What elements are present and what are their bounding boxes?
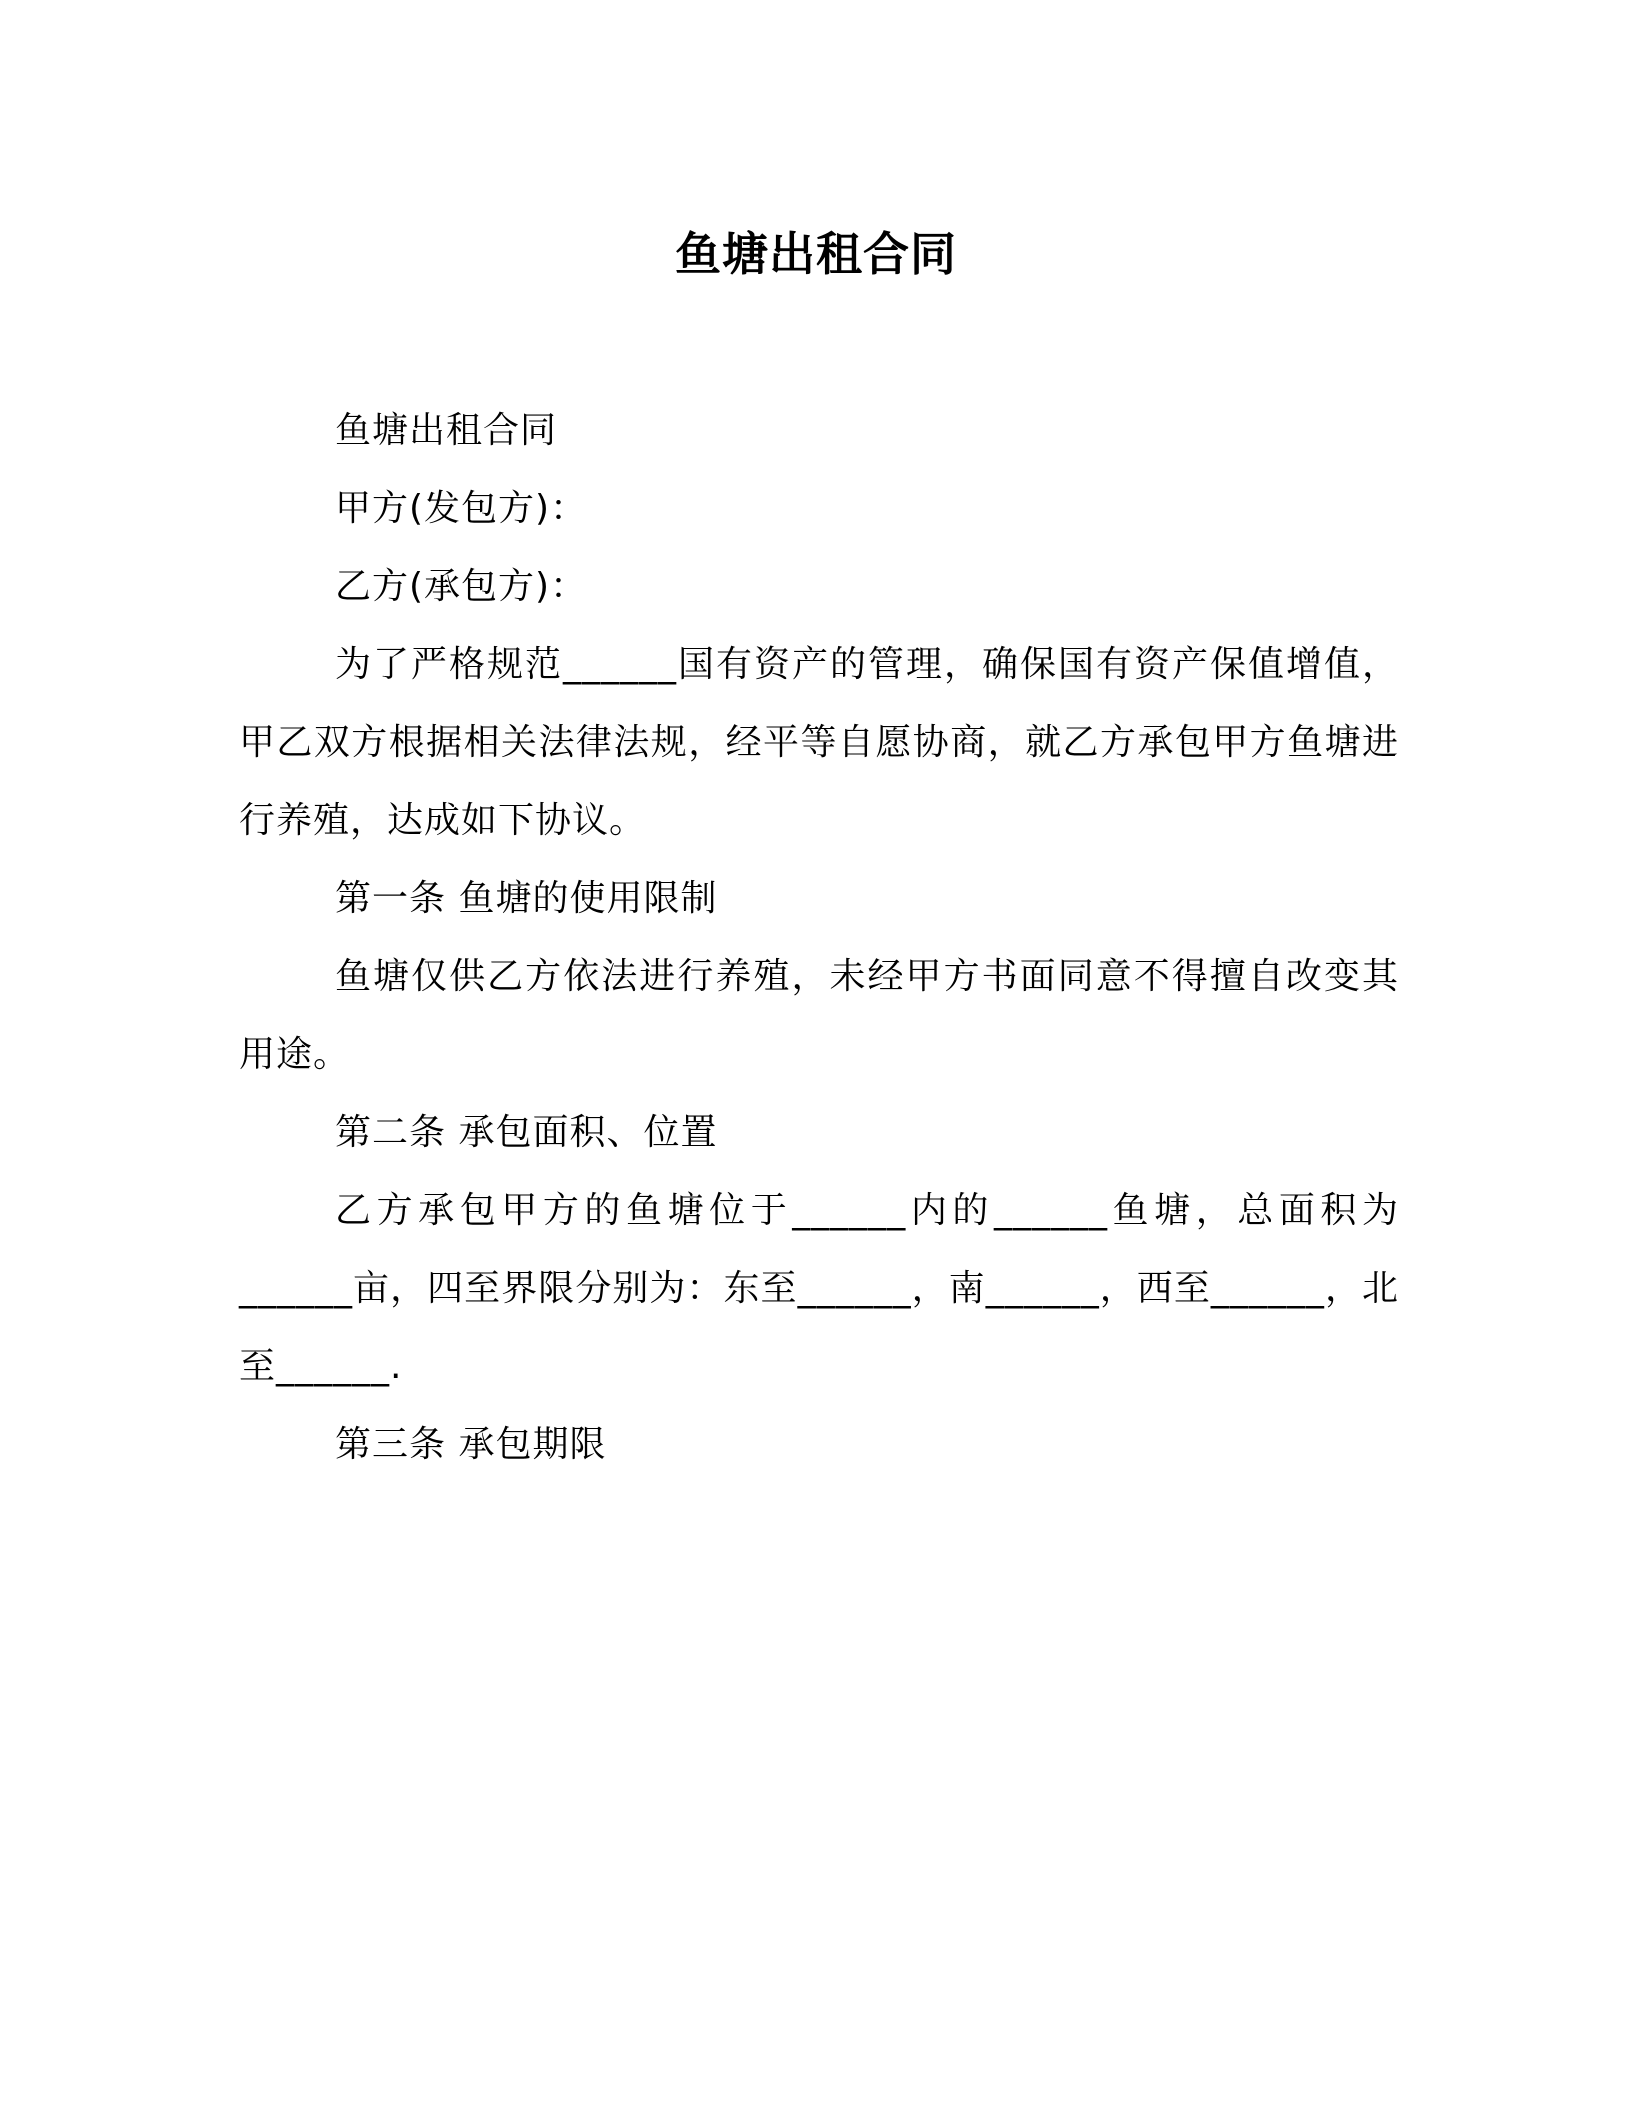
preamble-paragraph: 为了严格规范______国有资产的管理，确保国有资产保值增值，甲乙双方根据相关法律法规，经平等自愿协商，就乙方承包甲方鱼塘进行养殖，达成如下协议。 <box>239 644 1399 841</box>
article-1-body: 鱼塘仅供乙方依法进行养殖，未经甲方书面同意不得擅自改变其用途。 <box>239 956 1399 1075</box>
party-b-line: 乙方(承包方)： <box>335 566 588 607</box>
article-1-heading: 第一条 鱼塘的使用限制 <box>335 878 718 919</box>
article-2-body: 乙方承包甲方的鱼塘位于______内的______鱼塘，总面积为______亩，四至界限分别为：东至______，南______，西至______，北至______. <box>239 1190 1399 1387</box>
article-2-heading: 第二条 承包面积、位置 <box>335 1112 718 1153</box>
article-3-heading: 第三条 承包期限 <box>335 1424 607 1465</box>
document-body <box>239 392 1399 1484</box>
subtitle-paragraph: 鱼塘出租合同 <box>335 410 558 451</box>
party-a-line: 甲方(发包方)： <box>335 488 588 529</box>
document-title: 鱼塘出租合同 <box>675 227 957 281</box>
